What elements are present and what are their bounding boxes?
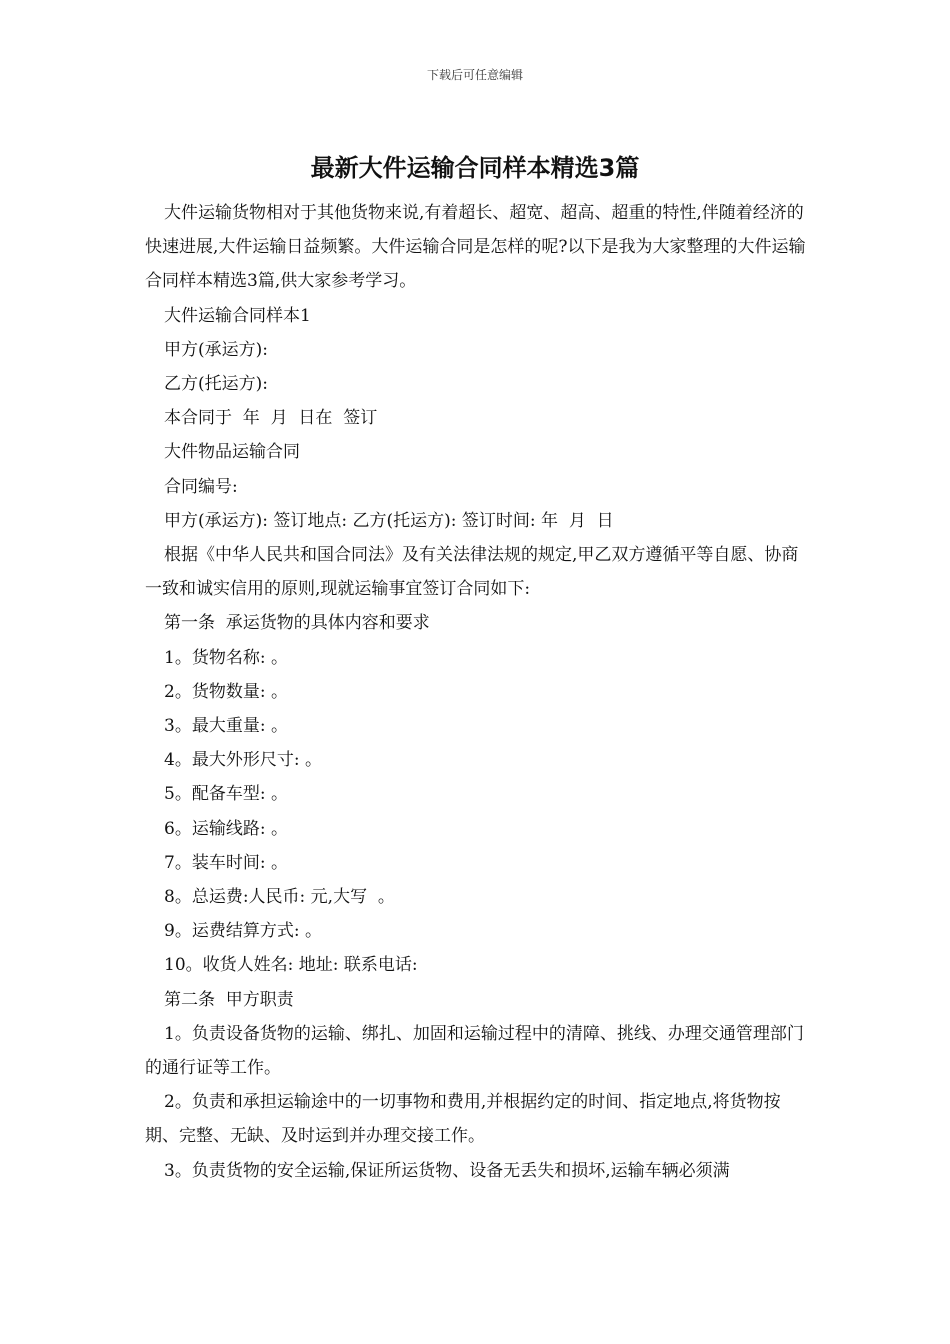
list-item: 5。配备车型: 。 [164,784,288,805]
list-item: 9。运费结算方式: 。 [164,921,322,942]
article-1-heading: 第一条 承运货物的具体内容和要求 [164,613,430,634]
party-b-line: 乙方(托运方): [164,374,268,395]
signing-details-line: 甲方(承运方): 签订地点: 乙方(托运方): 签订时间: 年 月 日 [164,510,614,531]
article-2-heading: 第二条 甲方职责 [164,989,294,1010]
list-item: 1。货物名称: 。 [164,647,288,668]
legal-basis-paragraph: 根据《中华人民共和国合同法》及有关法律法规的规定,甲乙双方遵循平等自愿、协商一致和诚实信用的原则,现就运输事宜签订合同如下: [145,545,799,600]
party-a-line: 甲方(承运方): [164,339,268,360]
list-item: 2。负责和承担运输途中的一切事物和费用,并根据约定的时间、指定地点,将货物按期、完整、无缺、及时运到并办理交接工作。 [145,1092,781,1147]
list-item: 4。最大外形尺寸: 。 [164,750,322,771]
list-item: 6。运输线路: 。 [164,818,288,839]
list-item: 1。负责设备货物的运输、绑扎、加固和运输过程中的清障、挑线、办理交通管理部门的通行证等工作。 [145,1023,804,1079]
list-item: 10。收货人姓名: 地址: 联系电话: [164,955,418,976]
document-title: 最新大件运输合同样本精选3篇 [310,154,640,182]
contract-name-line: 大件物品运输合同 [164,442,300,463]
contract-number-line: 合同编号: [164,476,238,497]
list-item: 7。装车时间: 。 [164,852,288,873]
list-item: 3。负责货物的安全运输,保证所运货物、设备无丢失和损坏,运输车辆必须满 [164,1160,730,1181]
list-item: 8。总运费:人民币: 元,大写 。 [164,887,395,908]
list-item: 2。货物数量: 。 [164,681,288,702]
list-item: 3。最大重量: 。 [164,716,288,737]
section-heading-sample-1: 大件运输合同样本1 [164,305,311,326]
intro-paragraph: 大件运输货物相对于其他货物来说,有着超长、超宽、超高、超重的特性,伴随着经济的快速进展,大件运输日益频繁。大件运输合同是怎样的呢?以下是我为大家整理的大件运输合同样本精选3篇,供大家参考学习。 [145,203,806,292]
signing-date-line: 本合同于 年 月 日在 签订 [164,408,378,429]
header-note: 下载后可任意编辑 [426,68,523,82]
document-body [145,196,807,1188]
